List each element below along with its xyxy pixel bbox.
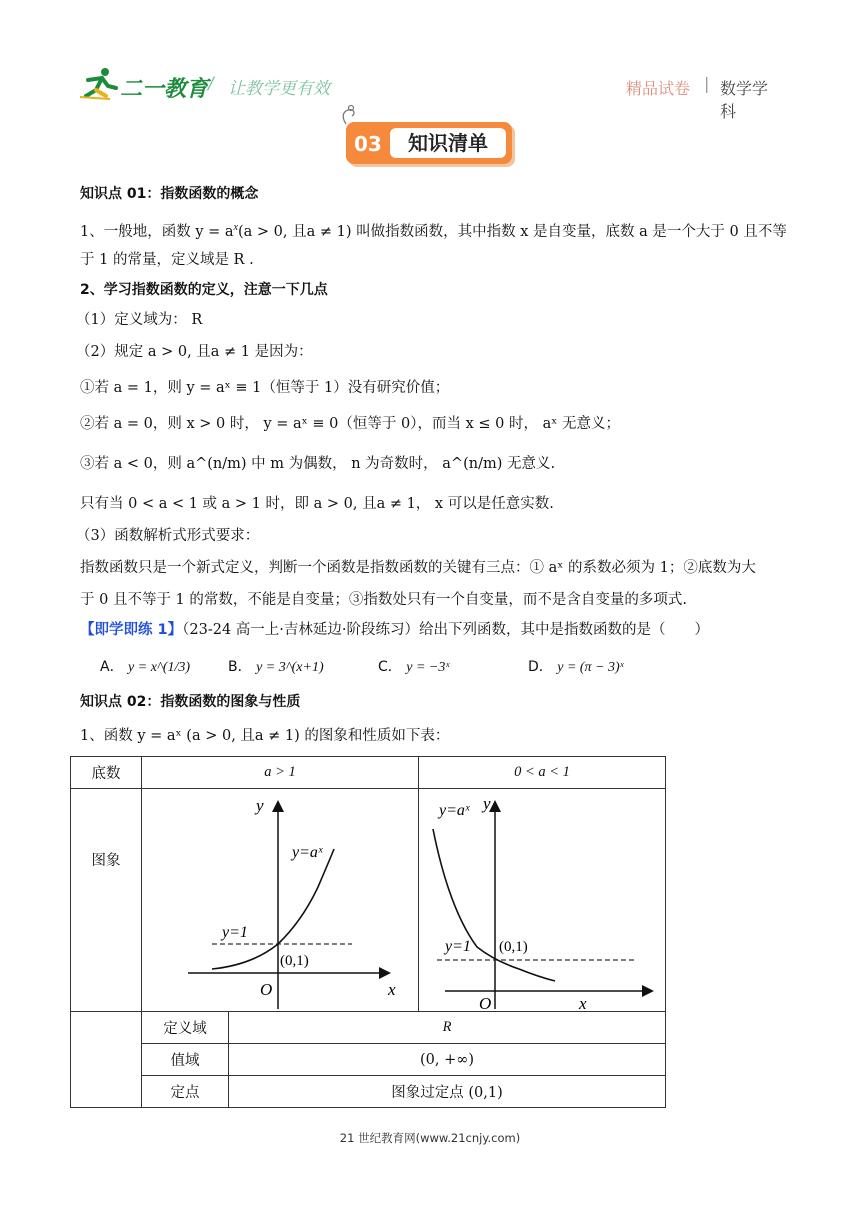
row-label-fixed-point: 定点: [142, 1076, 229, 1108]
graph-a-lt-1: [419, 789, 665, 1011]
practice-options: [100, 656, 740, 680]
option-b[interactable]: B． y = 3^(x+1): [228, 659, 324, 675]
row-label-range: 值域: [142, 1044, 229, 1076]
graph-right-curve-label: y=aˣ: [439, 802, 470, 819]
graph-right-y-label: y: [483, 794, 491, 813]
graph-left-curve-label: y=aˣ: [292, 844, 323, 861]
section2-title: 知识点 02：指数函数的图象与性质: [80, 694, 301, 710]
logo-icon: [80, 66, 118, 100]
header: [80, 66, 780, 121]
header-slash: /: [208, 74, 214, 94]
form-requirement-line1: 指数函数只是一个新式定义，判断一个函数是指数函数的关键有三点：① aˣ 的系数必须为 1；②底数为大: [80, 560, 756, 576]
practice-tag: 【即学即练 1】: [80, 622, 183, 638]
section-badge: [346, 122, 512, 164]
graph-left-y-label: y: [256, 796, 264, 815]
slogan: 让教学更有效: [228, 79, 330, 99]
header-subject: 数学学科: [720, 79, 769, 121]
case-a-negative: ③若 a < 0，则 a^(n/m) 中 m 为偶数， n 为奇数时， a^(n/m) 无意义.: [80, 456, 556, 472]
option-d[interactable]: D． y = (π − 3)ˣ: [528, 659, 624, 675]
note-domain: （1）定义域为： R: [76, 312, 203, 328]
header-a-gt-1: a > 1: [142, 757, 419, 789]
graph-right-point-label: (0,1): [499, 939, 528, 955]
form-requirement-line2: 于 0 且不等于 1 的常数，不能是自变量；③指数处只有一个自变量，而不是含自变量的多项式.: [80, 592, 687, 608]
note-base-rule: （2）规定 a > 0, 且a ≠ 1 是因为：: [76, 344, 313, 360]
case-a-equals-1: ①若 a = 1，则 y = aˣ ≡ 1（恒等于 1）没有研究价值；: [80, 380, 450, 396]
row-group-label: [71, 1012, 142, 1108]
graph-a-gt-1: [142, 789, 418, 1011]
graph-right-origin: O: [479, 994, 492, 1011]
concept-para-line1: 1、一般地，函数 $y = a^x(a > 0$, 且a ≠ 1) 叫做指数函数，其中指数 x 是自变量，底数 a 是一个大于 0 且不等: [80, 222, 787, 240]
section2-intro: 1、函数 y = aˣ (a > 0, 且a ≠ 1) 的图象和性质如下表：: [80, 728, 450, 744]
properties-table: [70, 756, 666, 1108]
row-label-domain: 定义域: [142, 1012, 229, 1044]
practice-text: （23-24 高一上·吉林延边·阶段练习）给出下列函数，其中是指数函数的是（ ）: [182, 622, 710, 638]
only-when-statement: 只有当 0 < a < 1 或 a > 1 时，即 a > 0, 且a ≠ 1， x 可以是任意实数.: [80, 496, 554, 512]
graph-left-x-label: x: [388, 980, 396, 999]
logo-text: 二一教育: [120, 77, 209, 102]
note-form: （3）函数解析式形式要求：: [76, 528, 260, 544]
concept-para-line2: 于 1 的常量，定义域是 R .: [80, 252, 254, 268]
graph-left-origin: O: [260, 980, 273, 999]
badge-number: 03: [354, 132, 382, 156]
footer: 21 世纪教育网(www.21cnjy.com): [339, 1131, 521, 1145]
graph-right-y1-label: y=1: [445, 938, 471, 955]
header-right-sep: |: [704, 74, 710, 93]
option-c[interactable]: C． y = −3ˣ: [378, 659, 450, 675]
graph-cell-left: [142, 789, 419, 1012]
row-value-fixed-point: 图象过定点 (0,1): [229, 1076, 666, 1108]
graph-left-y1-label: y=1: [222, 924, 248, 941]
section1-title: 知识点 01：指数函数的概念: [80, 186, 259, 202]
option-a[interactable]: A． y = x^(1/3): [100, 659, 191, 675]
practice-question: [80, 620, 709, 640]
badge-title: 知识清单: [390, 128, 506, 158]
case-a-equals-0: ②若 a = 0，则 x > 0 时， y = aˣ ≡ 0（恒等于 0），而当 x ≤ 0 时， aˣ 无意义；: [80, 416, 620, 432]
row-value-range: (0, +∞): [229, 1044, 666, 1076]
notes-heading: 2、学习指数函数的定义，注意一下几点: [80, 282, 328, 298]
graph-cell-right: [419, 789, 666, 1012]
graph-right-x-label: x: [579, 994, 587, 1011]
header-a-lt-1: 0 < a < 1: [419, 757, 666, 789]
header-right-label: 精品试卷: [626, 79, 691, 98]
header-base: 底数: [71, 757, 142, 789]
row-value-domain: R: [229, 1012, 666, 1044]
graph-left-point-label: (0,1): [280, 953, 309, 969]
row-label-graph: 图象: [71, 789, 142, 1012]
